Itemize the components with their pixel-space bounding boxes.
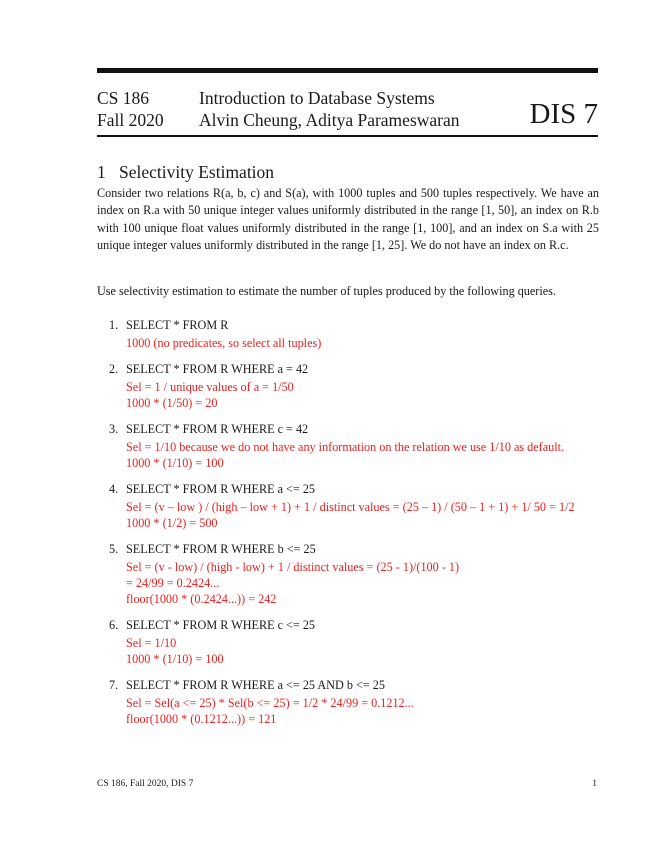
question-list <box>109 317 604 737</box>
answer-line: 1000 * (1/2) = 500 <box>126 516 218 530</box>
instructors: Alvin Cheung, Aditya Parameswaran <box>199 110 460 130</box>
answer-line: 1000 (no predicates, so select all tuples) <box>126 336 322 350</box>
question-item <box>109 361 604 411</box>
section-title: Selectivity Estimation <box>119 162 275 182</box>
question-query: SELECT * FROM R WHERE a = 42 <box>126 362 309 376</box>
answer-block <box>109 439 604 471</box>
answer-line: 1000 * (1/10) = 100 <box>126 652 224 666</box>
question-query: SELECT * FROM R WHERE c <= 25 <box>126 618 316 632</box>
course-title: Introduction to Database Systems <box>199 88 435 108</box>
question-item <box>109 617 604 667</box>
question-query: SELECT * FROM R WHERE a <= 25 <box>126 482 316 496</box>
answer-line: Sel = 1/10 because we do not have any information on the relation we use 1/10 as default. <box>126 440 565 454</box>
question-query: SELECT * FROM R <box>126 318 229 332</box>
question-number: 7. <box>109 678 119 692</box>
course-term: Fall 2020 <box>97 110 164 130</box>
answer-line: floor(1000 * (0.2424...)) = 242 <box>126 592 277 606</box>
document-id: DIS 7 <box>529 98 598 130</box>
header-rule-bottom <box>97 135 598 137</box>
answer-line: Sel = (v - low) / (high - low) + 1 / distinct values = (25 - 1)/(100 - 1) <box>126 560 460 574</box>
question-line <box>109 541 604 559</box>
question-line <box>109 317 604 335</box>
intro-paragraph: Consider two relations R(a, b, c) and S(a), with 1000 tuples and 500 tuples respectively. We have an index on R.a with 50 unique integer values uniformly distributed in the range [1, 50], an index on R.b with 100 unique float values uniformly distributed in the range [1, 100], and an index on S.a with 25 unique integer values uniformly distributed in the range [1, 25]. We do not have an index on R.c. <box>97 186 599 252</box>
question-line <box>109 677 604 695</box>
question-item <box>109 317 604 351</box>
answer-line: floor(1000 * (0.1212...)) = 121 <box>126 712 277 726</box>
question-number: 6. <box>109 618 119 632</box>
section-heading <box>97 162 274 183</box>
question-number: 5. <box>109 542 119 556</box>
answer-block <box>109 635 604 667</box>
answer-block <box>109 695 604 727</box>
question-query: SELECT * FROM R WHERE a <= 25 AND b <= 25 <box>126 678 385 692</box>
question-item <box>109 421 604 471</box>
answer-block <box>109 499 604 531</box>
answer-line: Sel = Sel(a <= 25) * Sel(b <= 25) = 1/2 * 24/99 = 0.1212... <box>126 696 414 710</box>
question-query: SELECT * FROM R WHERE c = 42 <box>126 422 309 436</box>
question-number: 2. <box>109 362 119 376</box>
answer-line: = 24/99 = 0.2424... <box>126 576 220 590</box>
footer-label: CS 186, Fall 2020, DIS 7 <box>97 779 194 789</box>
answer-line: Sel = (v – low ) / (high – low + 1) + 1 / distinct values = (25 – 1) / (50 – 1 + 1) + 1/ 50 = 1/2 <box>126 500 575 514</box>
answer-line: Sel = 1 / unique values of a = 1/50 <box>126 380 294 394</box>
page-number: 1 <box>592 779 597 789</box>
question-number: 3. <box>109 422 119 436</box>
question-item <box>109 541 604 607</box>
answer-line: 1000 * (1/10) = 100 <box>126 456 224 470</box>
question-query: SELECT * FROM R WHERE b <= 25 <box>126 542 316 556</box>
question-item <box>109 481 604 531</box>
answer-line: 1000 * (1/50) = 20 <box>126 396 218 410</box>
section-number: 1 <box>97 162 106 182</box>
answer-block <box>109 379 604 411</box>
course-code: CS 186 <box>97 88 150 108</box>
header-rule-top <box>97 68 598 73</box>
answer-line: Sel = 1/10 <box>126 636 177 650</box>
instruction-paragraph: Use selectivity estimation to estimate the number of tuples produced by the following queries. <box>97 284 556 298</box>
question-number: 1. <box>109 318 119 332</box>
question-item <box>109 677 604 727</box>
answer-block <box>109 559 604 607</box>
question-line <box>109 617 604 635</box>
answer-block <box>109 335 604 351</box>
question-line <box>109 361 604 379</box>
question-number: 4. <box>109 482 119 496</box>
question-line <box>109 481 604 499</box>
question-line <box>109 421 604 439</box>
